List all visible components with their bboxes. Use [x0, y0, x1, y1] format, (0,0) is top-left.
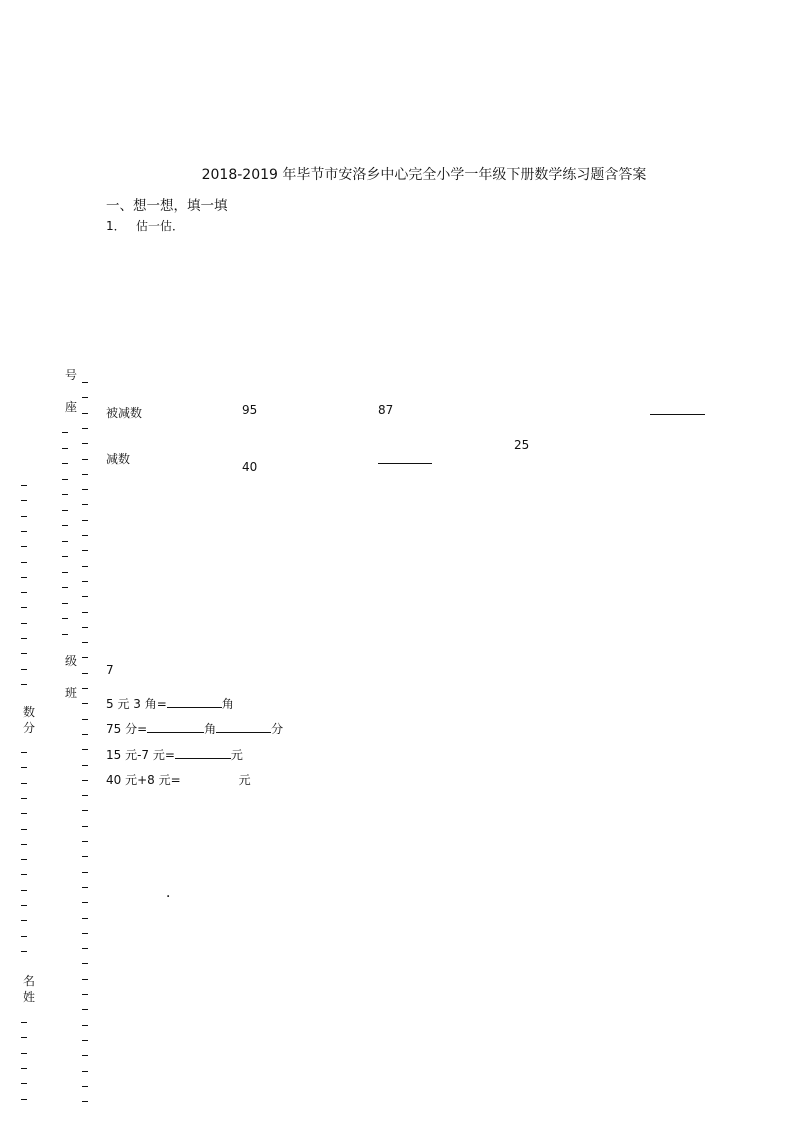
binding-label: 姓 [23, 990, 36, 1004]
unit: 角 [204, 722, 217, 736]
binding-dash [21, 577, 27, 578]
binding-dash [21, 920, 27, 921]
answer-blank[interactable] [167, 696, 222, 708]
binding-dash [82, 397, 88, 398]
money-line [106, 720, 283, 737]
binding-dash [82, 918, 88, 919]
subtrahend-label: 减数 [106, 452, 131, 466]
answer-blank[interactable] [650, 414, 705, 415]
money-line [106, 695, 234, 712]
binding-label: 级 [65, 654, 78, 668]
expression: 5 元 3 角= [106, 697, 167, 711]
binding-dash [82, 642, 88, 643]
binding-dash [21, 936, 27, 937]
binding-dash [21, 752, 27, 753]
binding-dash [82, 1071, 88, 1072]
binding-dash [82, 994, 88, 995]
expression: 40 元+8 元= [106, 773, 181, 787]
binding-dash [82, 826, 88, 827]
binding-dash [21, 1083, 27, 1084]
binding-dash [21, 623, 27, 624]
binding-dash [21, 905, 27, 906]
binding-dash [82, 612, 88, 613]
binding-dash [21, 1068, 27, 1069]
money-line [106, 771, 251, 788]
binding-dash [21, 653, 27, 654]
binding-dash [21, 500, 27, 501]
binding-dash [21, 516, 27, 517]
binding-dash [21, 638, 27, 639]
answer-blank[interactable] [216, 721, 271, 733]
question-number: 1． [106, 219, 126, 233]
answer-blank[interactable] [147, 721, 204, 733]
section-heading: 一、想一想，填一填 [106, 198, 228, 214]
answer-blank[interactable] [175, 747, 231, 759]
binding-dash [62, 618, 68, 619]
binding-dash [82, 596, 88, 597]
binding-dash [82, 459, 88, 460]
binding-dash [21, 890, 27, 891]
binding-dash [82, 673, 88, 674]
binding-dash [62, 479, 68, 480]
minuend-value: 95 [242, 403, 258, 417]
binding-dash [21, 669, 27, 670]
binding-dash [82, 841, 88, 842]
binding-dash [82, 443, 88, 444]
page-title: 2018-2019 年毕节市安洛乡中心完全小学一年级下册数学练习题含答案 [201, 167, 647, 183]
binding-dash [82, 1009, 88, 1010]
binding-dash [82, 703, 88, 704]
binding-dash [82, 1086, 88, 1087]
subtrahend-value: 25 [514, 438, 530, 452]
binding-dash [21, 531, 27, 532]
binding-dash [21, 829, 27, 830]
minuend-value: 87 [378, 403, 394, 417]
binding-dash [82, 1025, 88, 1026]
unit: 分 [271, 722, 284, 736]
binding-dash [82, 428, 88, 429]
binding-dash [21, 546, 27, 547]
binding-dash [82, 474, 88, 475]
stray-dot: ． [166, 885, 180, 901]
binding-dash [62, 510, 68, 511]
binding-dash [82, 520, 88, 521]
binding-dash [82, 550, 88, 551]
binding-dash [21, 859, 27, 860]
expression: 75 分= [106, 722, 148, 736]
binding-dash [21, 607, 27, 608]
binding-dash [82, 780, 88, 781]
binding-dash [62, 448, 68, 449]
binding-dash [82, 979, 88, 980]
binding-dash [82, 1040, 88, 1041]
binding-dash [21, 592, 27, 593]
binding-dash [82, 749, 88, 750]
expression: 15 元-7 元= [106, 748, 175, 762]
binding-dash [82, 872, 88, 873]
binding-dash [82, 504, 88, 505]
binding-dash [21, 798, 27, 799]
binding-dash [82, 535, 88, 536]
binding-dash [21, 874, 27, 875]
binding-dash [82, 657, 88, 658]
binding-dash [82, 902, 88, 903]
binding-label: 号 [65, 368, 78, 382]
binding-label: 座 [65, 400, 78, 414]
binding-dash [62, 587, 68, 588]
binding-dash [21, 951, 27, 952]
binding-dash [21, 1022, 27, 1023]
binding-dash [82, 933, 88, 934]
binding-dash [62, 572, 68, 573]
binding-dash [82, 887, 88, 888]
binding-dash [21, 684, 27, 685]
money-line [106, 746, 243, 763]
subtrahend-value: 40 [242, 460, 258, 474]
binding-dash [82, 413, 88, 414]
minuend-label: 被减数 [106, 406, 143, 420]
binding-dash [82, 489, 88, 490]
binding-dash [21, 562, 27, 563]
binding-dash [62, 432, 68, 433]
binding-dash [21, 783, 27, 784]
binding-dash [21, 813, 27, 814]
binding-dash [62, 494, 68, 495]
binding-dash [82, 1101, 88, 1102]
binding-dash [82, 581, 88, 582]
unit: 角 [221, 697, 234, 711]
binding-dash [82, 963, 88, 964]
binding-label: 班 [65, 686, 78, 700]
question-number: 7 [106, 663, 114, 677]
binding-dash [82, 566, 88, 567]
binding-dash [62, 634, 68, 635]
binding-dash [62, 556, 68, 557]
binding-dash [82, 627, 88, 628]
binding-dash [62, 463, 68, 464]
binding-dash [82, 810, 88, 811]
binding-dash [21, 1037, 27, 1038]
binding-dash [21, 844, 27, 845]
answer-blank[interactable] [378, 463, 432, 464]
binding-dash [62, 525, 68, 526]
binding-dash [82, 382, 88, 383]
binding-dash [21, 1053, 27, 1054]
binding-dash [21, 767, 27, 768]
binding-dash [82, 734, 88, 735]
binding-label: 分 [23, 721, 36, 735]
binding-dash [21, 1099, 27, 1100]
binding-dash [82, 719, 88, 720]
binding-dash [82, 688, 88, 689]
binding-dash [82, 765, 88, 766]
binding-dash [82, 856, 88, 857]
binding-dash [82, 948, 88, 949]
binding-dash [62, 541, 68, 542]
binding-dash [62, 603, 68, 604]
binding-dash [21, 485, 27, 486]
binding-label: 名 [23, 974, 36, 988]
question-text: 估一估． [136, 219, 185, 233]
binding-dash [82, 795, 88, 796]
unit: 元 [230, 748, 243, 762]
unit: 元 [238, 773, 251, 787]
binding-label: 数 [23, 705, 36, 719]
binding-dash [82, 1055, 88, 1056]
